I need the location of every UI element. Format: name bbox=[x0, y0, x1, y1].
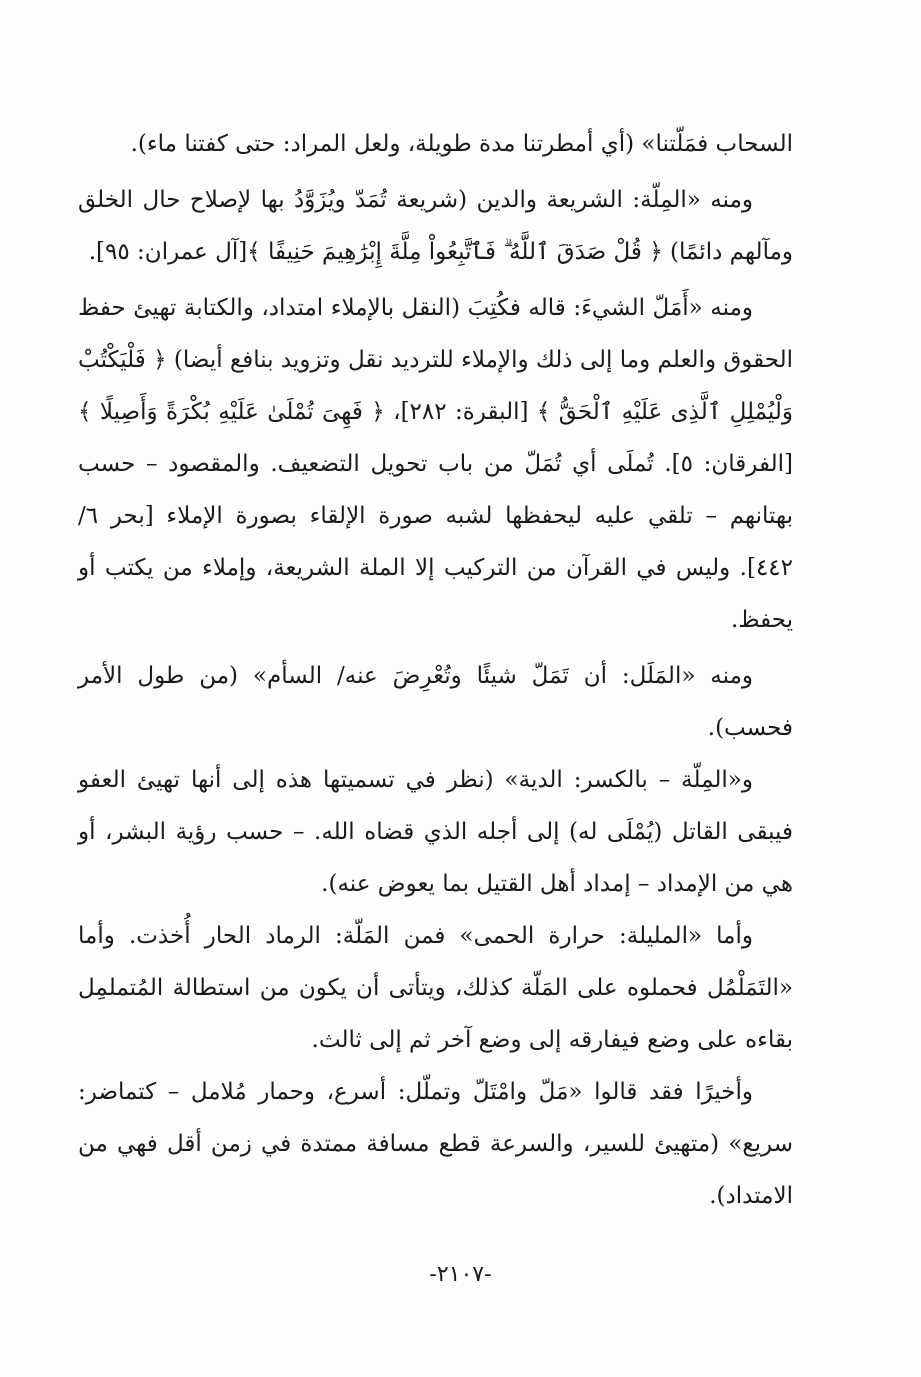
paragraph-2: ومنه «المِلّة: الشريعة والدين (شريعة تُمَدّ ويُزَوَّدُ بها لإصلاح حال الخلق ومآلهم دائمًا) ﴿ قُلْ صَدَقَ ٱللَّهُ ۗ فَٱتَّبِعُواْ مِلَّةَ إِبْرَٰهِيمَ حَنِيفًا ﴾[آل عمران: ٩٥]. bbox=[78, 187, 793, 265]
document-body bbox=[78, 118, 793, 1222]
paragraph-4: ومنه «المَلَل: أن تَمَلّ شيئًا وتُعْرِضَ عنه/ السأم» (من طول الأمر فحسب). bbox=[78, 663, 793, 741]
paragraph-6: وأما «المليلة: حرارة الحمى» فمن المَلّة: الرماد الحار أُخذت. وأما «التَمَلْمُل فحملوه على المَلّة كذلك، ويتأتى أن يكون من استطالة المُتملمِل بقاءه على وضع فيفارقه إلى وضع آخر ثم إلى ثالث. bbox=[78, 923, 793, 1053]
paragraph-5: و«المِلّة – بالكسر: الدية» (نظر في تسميتها هذه إلى أنها تهيئ العفو فيبقى القاتل (يُمْلَى له) إلى أجله الذي قضاه الله. – حسب رؤية البشر، أو هي من الإمداد – إمداد أهل القتيل بما يعوض عنه). bbox=[78, 767, 793, 897]
paragraph-7: وأخيرًا فقد قالوا «مَلّ وامْتَلّ وتملّل: أسرع، وحمار مُلامل – كتماضر: سريع» (متهيئ للسير، والسرعة قطع مسافة ممتدة في زمن أقل فهي من الامتداد). bbox=[78, 1079, 793, 1209]
page-number: -٢١٠٧- bbox=[429, 1262, 492, 1287]
paragraph-1: السحاب فمَلّتنا» (أي أمطرتنا مدة طويلة، ولعل المراد: حتى كفتنا ماء). bbox=[130, 131, 793, 157]
paragraph-3: ومنه «أَمَلّ الشيءَ: قاله فكُتِبَ (النقل بالإملاء امتداد، والكتابة تهيئ حفظ الحقوق والعلم وما إلى ذلك والإملاء للترديد نقل وتزويد بنافع أيضا) ﴿ فَلْيَكْتُبْ وَلْيُمْلِلِ ٱلَّذِى عَلَيْهِ ٱلْحَقُّ ﴾ [البقرة: ٢٨٢]، ﴿ فَهِىَ تُمْلَىٰ عَلَيْهِ بُكْرَةً وَأَصِيلًا ﴾ [الفرقان: ٥]. تُملَى أي تُمَلّ من باب تحويل التضعيف. والمقصود – حسب بهتانهم – تلقي عليه ليحفظها لشبه صورة الإلقاء بصورة الإملاء [بحر ٦/ ٤٤٢]. وليس في القرآن من التركيب إلا الملة الشريعة، وإملاء من يكتب أو يحفظ. bbox=[78, 295, 793, 633]
